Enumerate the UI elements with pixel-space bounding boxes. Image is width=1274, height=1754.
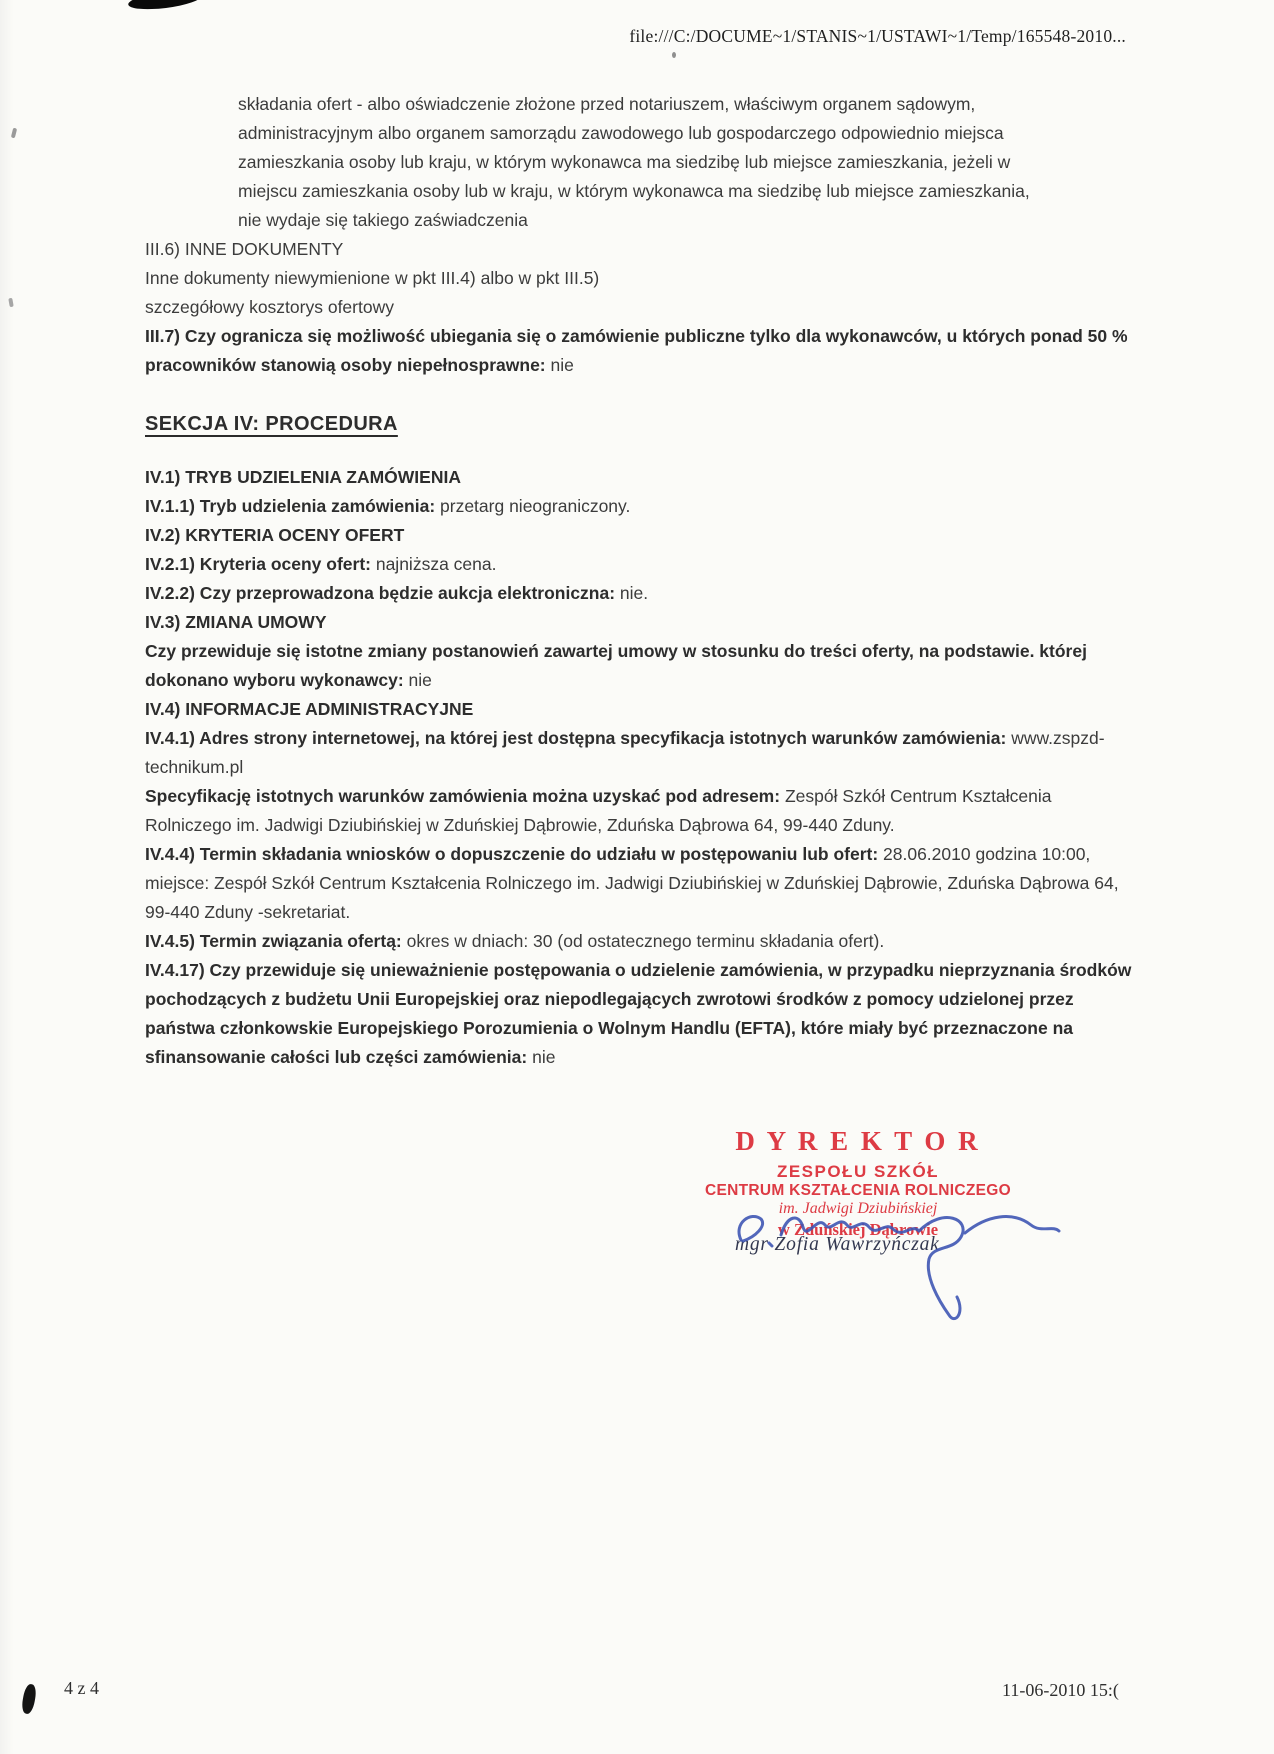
line-iv417 [145, 956, 1137, 1072]
body-text: najniższa cena. [370, 554, 497, 574]
label-text: IV.4.1) Adres strony internetowej, na której jest dostępna specyfikacja istotnych warunków zamówienia: [145, 728, 1007, 748]
label-text: IV.4.5) Termin związania ofertą: [145, 931, 402, 951]
label-text: Specyfikację istotnych warunków zamówienia można uzyskać pod adresem: [145, 786, 781, 806]
scan-artifact-bottom-edge [20, 1683, 37, 1715]
line-iv3 [145, 608, 1137, 637]
body-text: www.zspzd-technikum.pl [145, 728, 1105, 777]
line-kosztorys [145, 293, 1137, 322]
label-text: IV.3) ZMIANA UMOWY [145, 612, 327, 632]
body-text: szczegółowy kosztorys ofertowy [145, 297, 394, 317]
label-text: IV.2.1) Kryteria oceny ofert: [145, 554, 371, 574]
body-text: nie. [615, 583, 649, 603]
line-iv22 [145, 579, 1137, 608]
body-text: nie [403, 670, 432, 690]
label-text: IV.2) KRYTERIA OCENY OFERT [145, 525, 405, 545]
scan-speck [672, 52, 676, 58]
line-iii6 [145, 235, 1137, 264]
line-iv21 [145, 550, 1137, 579]
body-text: przetarg nieograniczony. [435, 496, 631, 516]
stamp-location: w Zduńskiej Dąbrowie [777, 1220, 939, 1240]
stamp-institution-name: CENTRUM KSZTAŁCENIA ROLNICZEGO [704, 1181, 1012, 1199]
section-heading [145, 410, 1137, 439]
body-text: Inne dokumenty niewymienione w pkt III.4) albo w pkt III.5) [145, 268, 600, 288]
line-iv2 [145, 521, 1137, 550]
body-text: nie [545, 355, 574, 375]
line-iii7 [145, 322, 1137, 380]
stamp-patron-name: im. Jadwigi Dziubińskiej [778, 1200, 938, 1218]
intro-paragraph [238, 90, 1035, 235]
line-iv44 [145, 840, 1137, 927]
body-text: 28.06.2010 godzina 10:00, miejsce: Zespół Szkół Centrum Kształcenia Rolniczego im. Jadwigi Dziubińskiej w Zduńskiej Dąbrowie, Zduńska Dąbrowa 64, 99-440 Zduny -sekretariat. [145, 844, 1119, 922]
director-stamp [688, 1126, 1028, 1240]
label-text: SEKCJA IV: PROCEDURA [145, 413, 398, 435]
line-iv11 [145, 492, 1137, 521]
label-text: IV.4.17) Czy przewiduje się unieważnienie postępowania o udzielenie zamówienia, w przypadku nieprzyznania środków pochodzących z budżetu Unii Europejskiej oraz niepodlegających zwrotowi środków z pomocy udzielonej przez państwa członkowskie Europejskiego Porozumienia o Wolnym Handlu (EFTA), które miały być przeznaczone na sfinansowanie całości lub części zamówienia: [145, 960, 1132, 1067]
page-number: 4 z 4 [64, 1678, 99, 1698]
label-text: IV.4.4) Termin składania wniosków o dopuszczenie do udziału w postępowaniu lub ofert: [145, 844, 879, 864]
line-iv41 [145, 724, 1137, 782]
body-text: nie [527, 1047, 556, 1067]
line-zmiana [145, 637, 1137, 695]
stamp-title: D Y R E K T O R [735, 1126, 981, 1156]
line-other-docs [145, 264, 1137, 293]
line-specyfikacja [145, 782, 1137, 840]
label-text: IV.4) INFORMACJE ADMINISTRACYJNE [145, 699, 474, 719]
body-text: III.6) INNE DOKUMENTY [145, 239, 344, 259]
label-text: IV.1) TRYB UDZIELENIA ZAMÓWIENIA [145, 467, 461, 487]
label-text: IV.2.2) Czy przeprowadzona będzie aukcja elektroniczna: [145, 583, 616, 603]
label-text: IV.1.1) Tryb udzielenia zamówienia: [145, 496, 436, 516]
body-text: okres w dniach: 30 (od ostatecznego terminu składania ofert). [401, 931, 885, 951]
label-text: Czy przewiduje się istotne zmiany postanowień zawartej umowy w stosunku do treści oferty, na podstawie. której dokonano wyboru wykonawcy: [145, 641, 1087, 690]
signer-name: mgr Zofia Wawrzyńczak [735, 1234, 940, 1255]
file-path-header: file:///C:/DOCUME~1/STANIS~1/USTAWI~1/Temp/165548-2010... [629, 26, 1126, 46]
scan-speck [8, 298, 14, 308]
line-iv45 [145, 927, 1137, 956]
print-timestamp: 11-06-2010 15:( [1002, 1680, 1119, 1700]
label-text: III.7) Czy ogranicza się możliwość ubiegania się o zamówienie publiczne tylko dla wykonawców, u których ponad 50 % pracowników stanowią osoby niepełnosprawne: [145, 326, 1128, 375]
stamp-school-name: ZESPOŁU SZKÓŁ [776, 1162, 940, 1182]
scan-artifact-top-edge [127, 0, 202, 12]
document-body [145, 90, 1137, 1072]
line-iv1 [145, 463, 1137, 492]
line-iv4 [145, 695, 1137, 724]
body-text: Zespół Szkół Centrum Kształcenia Rolniczego im. Jadwigi Dziubińskiej w Zduńskiej Dąbrowie, Zduńska Dąbrowa 64, 99-440 Zduny. [145, 786, 1052, 835]
scan-speck [11, 128, 17, 139]
body-text: składania ofert - albo oświadczenie złożone przed notariuszem, właściwym organem sądowym, administracyjnym albo organem samorządu zawodowego lub gospodarczego odpowiednio miejsca zamieszkania osoby lub kraju, w którym wykonawca ma siedzibę lub miejsce zamieszkania, jeżeli w miejscu zamieszkania osoby lub w kraju, w którym wykonawca ma siedzibę lub miejsce zamieszkania, nie wydaje się takiego zaświadczenia [238, 94, 1030, 230]
